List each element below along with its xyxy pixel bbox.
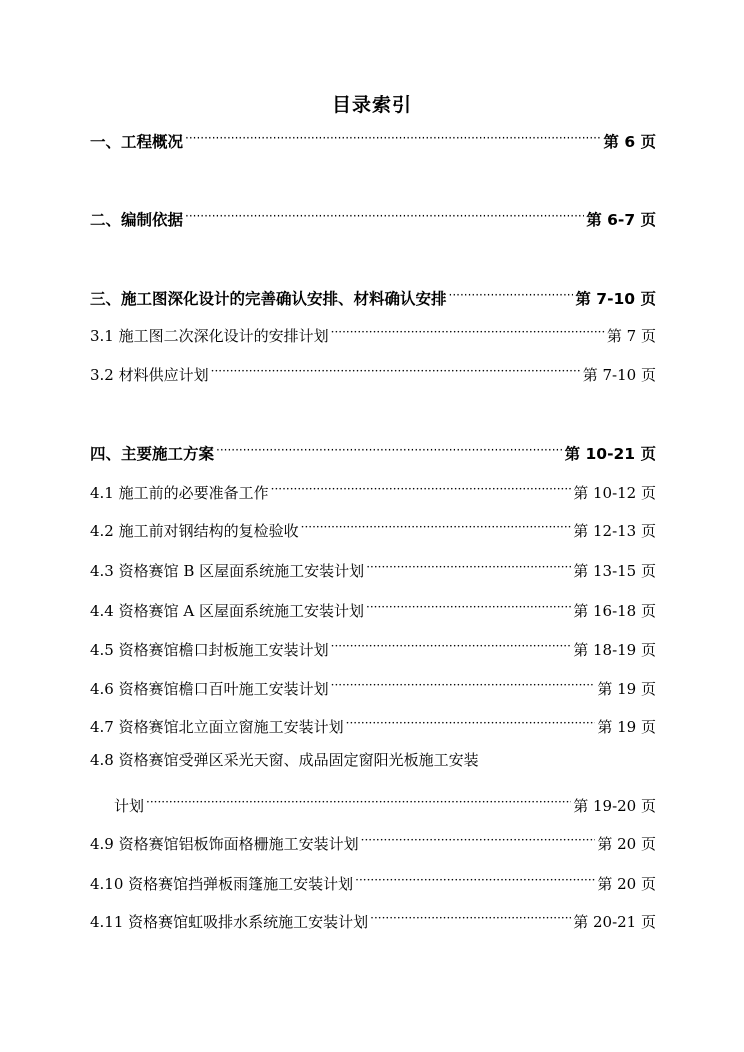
toc-entry-label: 3.1 施工图二次深化设计的安排计划 <box>90 327 329 345</box>
toc-entry-label: 4.5 资格赛馆檐口封板施工安装计划 <box>90 641 329 659</box>
dot-leader <box>146 789 571 811</box>
toc-entry-section-1[interactable] <box>90 125 656 153</box>
toc-entry-label: 四、主要施工方案 <box>90 445 215 463</box>
toc-entry-section-3[interactable] <box>90 282 656 310</box>
toc-entry-page: 第 6-7 页 <box>586 211 656 229</box>
toc-entry-3-1[interactable] <box>90 319 656 347</box>
page-title: 目录索引 <box>331 94 412 116</box>
toc-entry-4-7[interactable] <box>90 710 656 738</box>
dot-leader <box>449 282 574 304</box>
toc-entry-label: 二、编制依据 <box>90 211 184 229</box>
toc-entry-4-6[interactable] <box>90 672 656 700</box>
toc-entry-page: 第 20 页 <box>597 835 656 853</box>
toc-entry-4-10[interactable] <box>90 867 656 895</box>
toc-entry-page: 第 16-18 页 <box>573 602 656 620</box>
dot-leader <box>331 319 605 341</box>
toc-entry-label: 三、施工图深化设计的完善确认安排、材料确认安排 <box>90 290 447 308</box>
toc-entry-label: 4.4 资格赛馆 A 区屋面系统施工安装计划 <box>90 602 364 620</box>
toc-entry-page: 第 7 页 <box>606 327 656 345</box>
toc-entry-page: 第 7-10 页 <box>582 366 656 384</box>
toc-entry-page: 第 19 页 <box>597 680 656 698</box>
toc-entry-4-8-line1[interactable]: 4.8 资格赛馆受弹区采光天窗、成品固定窗阳光板施工安装 <box>90 751 479 769</box>
toc-entry-page: 第 12-13 页 <box>573 522 656 540</box>
dot-leader <box>366 554 571 576</box>
toc-entry-label: 4.2 施工前对钢结构的复检验收 <box>90 522 299 540</box>
toc-entry-label: 4.6 资格赛馆檐口百叶施工安装计划 <box>90 680 329 698</box>
toc-entry-label: 4.1 施工前的必要准备工作 <box>90 484 269 502</box>
toc-entry-section-2[interactable] <box>90 203 656 231</box>
toc-entry-4-2[interactable] <box>90 514 656 542</box>
toc-entry-4-8-line2[interactable] <box>114 789 656 817</box>
dot-leader <box>185 203 584 225</box>
toc-entry-label: 4.10 资格赛馆挡弹板雨篷施工安装计划 <box>90 875 354 893</box>
dot-leader <box>370 905 571 927</box>
toc-entry-4-11[interactable] <box>90 905 656 933</box>
dot-leader <box>301 514 572 536</box>
dot-leader <box>331 672 596 694</box>
toc-entry-3-2[interactable] <box>90 358 656 386</box>
toc-entry-page: 第 19 页 <box>597 718 656 736</box>
dot-leader <box>185 125 601 147</box>
dot-leader <box>361 827 596 849</box>
toc-entry-4-9[interactable] <box>90 827 656 855</box>
toc-entry-page: 第 13-15 页 <box>573 562 656 580</box>
toc-entry-4-3[interactable] <box>90 554 656 582</box>
dot-leader <box>216 437 563 459</box>
toc-entry-page: 第 18-19 页 <box>573 641 656 659</box>
toc-entry-page: 第 6 页 <box>603 133 656 151</box>
toc-entry-page: 第 20 页 <box>597 875 656 893</box>
toc-entry-label: 3.2 材料供应计划 <box>90 366 209 384</box>
toc-entry-page: 第 7-10 页 <box>575 290 656 308</box>
toc-entry-page: 第 10-12 页 <box>573 484 656 502</box>
dot-leader <box>346 710 596 732</box>
toc-entry-label: 一、工程概况 <box>90 133 184 151</box>
toc-entry-page: 第 20-21 页 <box>573 913 656 931</box>
toc-entry-4-4[interactable] <box>90 594 656 622</box>
toc-entry-label: 4.3 资格赛馆 B 区屋面系统施工安装计划 <box>90 562 365 580</box>
toc-entry-label: 4.11 资格赛馆虹吸排水系统施工安装计划 <box>90 913 369 931</box>
dot-leader <box>331 633 572 655</box>
toc-entry-4-1[interactable] <box>90 476 656 504</box>
toc-entry-page: 第 19-20 页 <box>573 797 656 815</box>
toc-entry-label: 4.9 资格赛馆铝板饰面格栅施工安装计划 <box>90 835 359 853</box>
dot-leader <box>211 358 581 380</box>
toc-entry-page: 第 10-21 页 <box>564 445 656 463</box>
toc-entry-section-4[interactable] <box>90 437 656 465</box>
toc-entry-label: 计划 <box>114 797 145 815</box>
dot-leader <box>271 476 572 498</box>
dot-leader <box>355 867 595 889</box>
toc-entry-4-5[interactable] <box>90 633 656 661</box>
dot-leader <box>366 594 571 616</box>
toc-entry-label: 4.7 资格赛馆北立面立窗施工安装计划 <box>90 718 344 736</box>
